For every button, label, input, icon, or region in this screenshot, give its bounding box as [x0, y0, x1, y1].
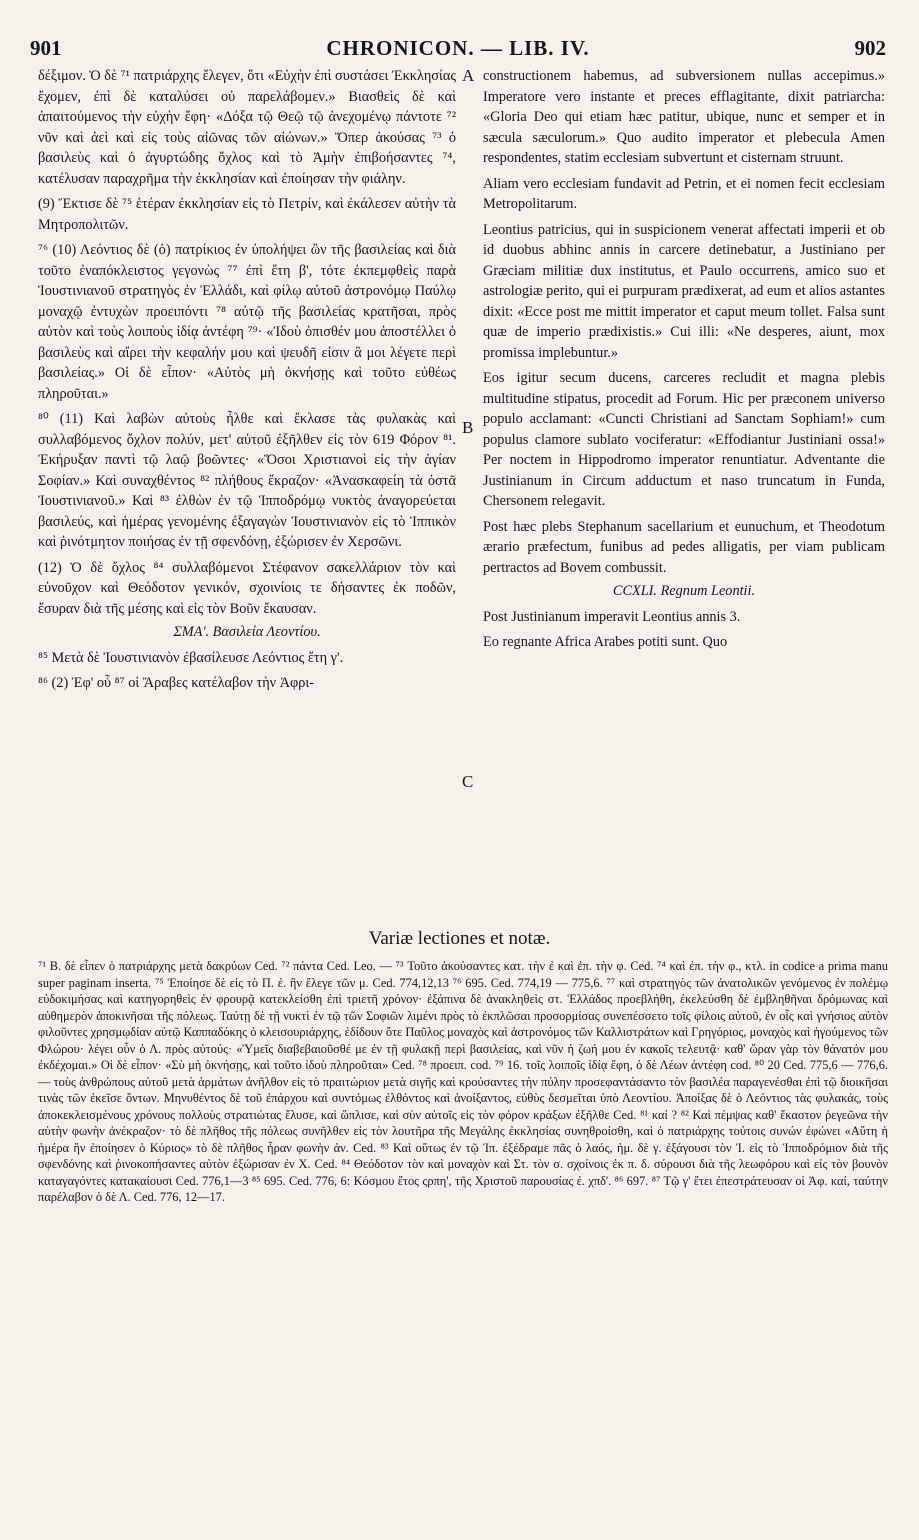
latin-column: [483, 66, 885, 653]
margin-marker-a: A: [462, 66, 475, 85]
greek-paragraph: ⁸⁵ Μετὰ δὲ Ἰουστινιανὸν ἐβασίλευσε Λεόντιος ἔτη γ'.: [38, 649, 344, 666]
latin-section-heading: CCXLI. Regnum Leontii.: [612, 583, 756, 599]
greek-paragraph: ⁸⁶ (2) Ἐφ' οὗ ⁸⁷ οἱ Ἄραβες κατέλαβον τὴν Ἀφρι-: [38, 675, 315, 691]
running-header: [30, 36, 886, 64]
greek-paragraph: (12) Ὁ δὲ ὄχλος ⁸⁴ συλλαβόμενοι Στέφανον σακελλάριον τὸν καὶ εὐνοῦχον καὶ Θεόδοτον γενικόν, σχοινίοις τε δήσαντες ἐκ ποδῶν, ἔσυραν διὰ τῆς μέσης καὶ εἰς τὸν Βοῦν ἔκαυσαν.: [38, 559, 456, 617]
greek-section-heading: ΣΜΑ'. Βασιλεία Λεοντίου.: [173, 624, 321, 640]
notes-text: ⁷¹ B. δὲ εἶπεν ὁ πατριάρχης μετὰ δακρύων Ced. ⁷² πάντα Ced. Leo. — ⁷³ Τοῦτο ἀκούσαντες κατ. τὴν ἐ καὶ ἐπ. τὴν φ. Ced. ⁷⁴ καὶ ἐπ. τὴν φ., κτλ. in codice a prima manu super paginam inserta. ⁷⁵ Ἐποίησε δὲ εἰς τὸ Π. ἐ. ἣν ἔλεγε τῶν μ. Ced. 774,12,13 ⁷⁶ 695. Ced. 774,19 — 775,6. ⁷⁷ καὶ στρατηγὸς τῶν ἀνατολικῶν γενόμενος ἐν πολέμῳ εὐδοκιμήσας καὶ κατηγορηθεὶς ἐν φρουρᾷ κατεκλείσθη ἐπὶ τριετῆ χρόνον· ἐξάπινα δὲ ἀνακληθεὶς στ. Ἑλλάδος προεβλήθη, ἐκελεύσθη δὲ ἐμβληθῆναι δρόμωνας καὶ αὐθημερὸν ἀποκινῆσαι τῆς πόλεως. Ταύτῃ δὲ τῇ νυκτὶ ἐν τῷ τῶν Σοφιῶν λιμένι πρὸς τὸ ἐκπλῶσαι προσορμίσας συνεπέσσετο τοῖς φίλοις αὐτοῦ, ἐν οἷς καὶ γνήσιος αὐτὸν φιλοῦντες χρησμῳδίαν αὐτῷ Καππαδόκης ὁ κλεισουριάρχης, ἐδίδουν ὅτε Παῦλος μοναχὸς καὶ ἀστρονόμος τῶν Καλλιστράτων καὶ Γρηγόριος, μοναχὸς καὶ ἡγούμενος τῶν Φλώρου· λέγει οὖν ὁ Λ. πρὸς αὐτούς· «Ὑμεῖς διαβεβαιοῦσθέ με ἐν τῇ φυλακῇ περὶ βασιλείας, καὶ νῦν ἡ ζωή μου ἐν κακοῖς τελευτᾷ· καθ' ὥραν γὰρ τὸν θάνατόν μου ἐκδέχομαι.» Οἱ δὲ εἶπον· «Σὺ μὴ ὀκνήσῃς, καὶ τοῦτο ἰδοὺ πληροῦται» Ced. ⁷⁸ προειπ. cod. ⁷⁹ 16. τοῖς λοιποῖς ἰδίᾳ ἔφη, ὁ δὲ Λέων ἀντέφη cod. ⁸⁰ 20 Ced. 775,6 — 776,6. — τοὺς ἀνθρώπους αὐτοῦ μετὰ ἁρμάτων ἀνῆλθον εἰς τὸ πραιτώριον μετὰ σιγῆς καὶ κρούσαντες τὴν πύλην προσεφαντάσαντο τὸν βασιλέα παραγενέσθαι ἐπὶ τῷ διοικῆσαι τινὰς τῶν ἐκεῖσε ὄντων. Μηνυθέντος δὲ τοῦ ἐπάρχου καὶ συντόμως ἐλθόντος καὶ ἀνοίξαντος, εὐθὺς δεσμεῖται ὑπὸ Λεοντίου. Ἀποίξας δὲ ὁ Λεόντιος τὰς φυλακάς, τοὺς ἀποκεκλεισμένους χρόνους πολλοὺς στρατιώτας ἔλυσε, καὶ ὥπλισε, καὶ σὺν αὐτοῖς εἰς τὸν φόρον κράξων ἐξῆλθε Ced. ⁸¹ καί ? ⁸² Καὶ πέμψας καθ' ἕκαστον ῥεγεῶνα τὴν αὐτὴν φωνὴν ἀνέκραζον· τὸ δὲ πλῆθος τῆς πόλεως συνῆλθεν εἰς τὸν λουτῆρα τῆς Μεγάλης ἐκκλησίας συνηθροίσθη, καὶ ὁ πατριάρχης τούτοις συνών ἐφώνει «Αὕτη ἡ ἡμέρα ἣν ἐποίησεν ὁ Κύριος» τὸ δὲ πλῆθος ἦραν φωνὴν ἀν. Ced. ⁸³ Καὶ οὕτως ἐν τῷ Ἱπ. ἐξέδραμε πᾶς ὁ λαός, ἡμ. δὲ γ. ἐξάγουσι τὸν Ἰ. εἰς τὸ Ἱπποδρόμιον διὰ τῆς σφενδόνης καὶ ῥινοκοπήσαντες αὐτὸν ἐξώρισαν ἐν Χ. Ced. ⁸⁴ Θεόδοτον τὸν καὶ μοναχὸν καὶ Στ. τὸν σ. σχοίνοις ἐκ π. δ. σύρουσι διὰ τῆς λεωφόρου καὶ εἰς τὸν βουνὸν καταγαγόντες κατακαίουσι Ced. 776,1—3 ⁸⁵ 695. Ced. 776, 6: Κόσμου ἔτος ςρπη', τῆς Χριστοῦ παρουσίας ἐ. χπδ'. ⁸⁶ 697. ⁸⁷ Τῷ γ' ἔτει ἐπεστράτευσαν οἱ Ἀφ. καί, ταύτην παρέλαβον ὁ δὲ Λ. Ced. 776, 12—17.: [38, 959, 888, 1204]
left-page-number: 901: [30, 36, 62, 60]
latin-paragraph: constructionem habemus, ad subversionem nullas accepimus.» Imperatore vero instante et preces efflagitante, dixit patriarcha: «Gloria Deo qui etiam hæc patitur, ubique, nunc et semper et in sæcula sæculorum.» Quo audito imperator et plebecula Amen respondentes, statim ecclesiam subvertunt et cisternam struunt.: [483, 68, 885, 166]
latin-paragraph: Eos igitur secum ducens, carceres recludit et magna plebis multitudine stipatus, procedit ad Forum. Hic per præconem universo populo acclamant: «Cuncti Christiani ad Sanctam Sophiam!» cum populus clamore sublato vociferatur: «Effodiantur Justiniani ossa!» Per noctem in Hippodromo imperator renuntiatur. Adventante die Justinianum in Circum adductum et naso truncatum in Funda, Chersonem relegavit.: [483, 370, 885, 509]
greek-paragraph: δέξιμον. Ὁ δὲ ⁷¹ πατριάρχης ἔλεγεν, ὅτι «Εὐχὴν ἐπὶ συστάσει Ἐκκλησίας ἔχομεν, ἐπὶ δὲ καταλύσει οὐ παρελάβομεν.» Βιασθεὶς δὲ καὶ ἀπαιτούμενος τὴν εὐχὴν ἔφη· «Δόξα τῷ Θεῷ τῷ ἀνεχομένῳ πάντοτε ⁷² νῦν καὶ ἀεὶ καὶ εἰς τοὺς αἰῶνας τῶν αἰώνων.» Ὅπερ ἀκούσας ⁷³ ὁ βασιλεὺς καὶ ὁ ἀγυρτώδης ὄχλος καὶ τὸ Ἀμὴν ἐπιβοήσαντες ⁷⁴, κατέλυσαν παραχρῆμα τὴν ἐκκλησίαν καὶ ἐποίησαν τὴν φιάλην.: [38, 68, 456, 187]
latin-paragraph: Aliam vero ecclesiam fundavit ad Petrin, et ei nomen fecit ecclesiam Metropolitarum.: [483, 175, 885, 212]
greek-column: [38, 66, 456, 694]
margin-marker-c: C: [462, 772, 474, 791]
latin-paragraph: Post Justinianum imperavit Leontius annis 3.: [483, 608, 741, 625]
latin-paragraph: Eo regnante Africa Arabes potiti sunt. Quo: [483, 634, 728, 650]
notes-title: Variæ lectiones et notæ.: [368, 928, 551, 949]
greek-paragraph: (9) Ἔκτισε δὲ ⁷⁵ ἑτέραν ἐκκλησίαν εἰς τὸ Πετρίν, καὶ ἐκάλεσεν αὐτὴν τὰ Μητροπολιτῶν.: [38, 196, 456, 233]
latin-paragraph: Post hæc plebs Stephanum sacellarium et eunuchum, et Theodotum ærario præfectum, funibus ad pedes alligatis, per viam publicam pertractos ad Bovem combussit.: [483, 518, 885, 576]
greek-paragraph: ⁸⁰ (11) Καὶ λαβὼν αὐτοὺς ἦλθε καὶ ἔκλασε τὰς φυλακὰς καὶ συλλαβόμενος ὄχλον πολύν, μετ' αὐτοῦ ἐξῆλθεν εἰς τὸν 619 Φόρον ⁸¹. Ἐκήρυξαν παντὶ τῷ λαῷ βοῶντες· «Ὅσοι Χριστιανοὶ εἰς τὴν ἁγίαν Σοφίαν.» Καὶ συναχθέντος ⁸² πλήθους ἔκραζον· «Ἀνασκαφείη τὰ ὀστᾶ Ἰουστινιανοῦ.» Καὶ ⁸³ ἐλθὼν ἐν τῷ Ἱπποδρόμῳ νυκτὸς ἀναγορεύεται βασιλεύς, καὶ ἡμέρας γενομένης ἐξαγαγὼν Ἰουστινιανὸν εἰς τὸ Ἱππικὸν καὶ ῥινότμητον ποιήσας ἐν τῇ σφενδόνῃ, ἐξώρισεν ἐν Χερσῶνι.: [38, 411, 456, 550]
latin-paragraph: Leontius patricius, qui in suspicionem venerat affectati imperii et ob id duobus abhinc annis in carcere detinebatur, a Justiniano per Græciam militiæ dux institutus, et Paulo occurrens, amico suo et astrologiæ perito, qui ei purpuram prædixerat, ad eum et alios astantes dixit: «Ecce post me mittit imperator et caput meum tollet. Falsa sunt quæ de imperio prædixistis.» Cui illi: «Ne desperes, aiunt, mox promissa implebuntur.»: [483, 221, 885, 361]
running-title: CHRONICON. — LIB. IV.: [326, 36, 590, 60]
margin-marker-b: B: [462, 418, 474, 437]
notes-block: [38, 958, 888, 1206]
right-page-number: 902: [854, 36, 886, 60]
greek-paragraph: ⁷⁶ (10) Λεόντιος δὲ (ὁ) πατρίκιος ἐν ὑπολήψει ὢν τῆς βασιλείας καὶ διὰ τοῦτο ἐναπόκλειστος γεγονὼς ⁷⁷ ἐπὶ ἔτη β', τότε ἐκπεμφθεὶς παρὰ Ἰουστινιανοῦ στρατηγὸς ἐν Ἑλλάδι, καὶ φίλῳ αὐτοῦ ἀστρονόμῳ Παύλῳ μοναχῷ ἐντυχὼν προειπόντι ⁷⁸ αὐτῷ τῆς βασιλείας κρατῆσαι, πρὸς αὐτὸν καὶ τοὺς λοιποὺς ἰδίᾳ ἀντέφη ⁷⁹· «Ἰδοὺ ὀπισθέν μου ἀποστέλλει ὁ βασιλεὺς καὶ αἴρει τὴν κεφαλήν μου καὶ ψευδῆ εἰσιν ἃ μοι λέγετε περὶ βασιλείας.» Οἱ δὲ εἶπον· «Αὐτὸς μὴ ὀκνήσῃς καὶ τοῦτο εὐθέως πληροῦται.»: [38, 242, 456, 402]
